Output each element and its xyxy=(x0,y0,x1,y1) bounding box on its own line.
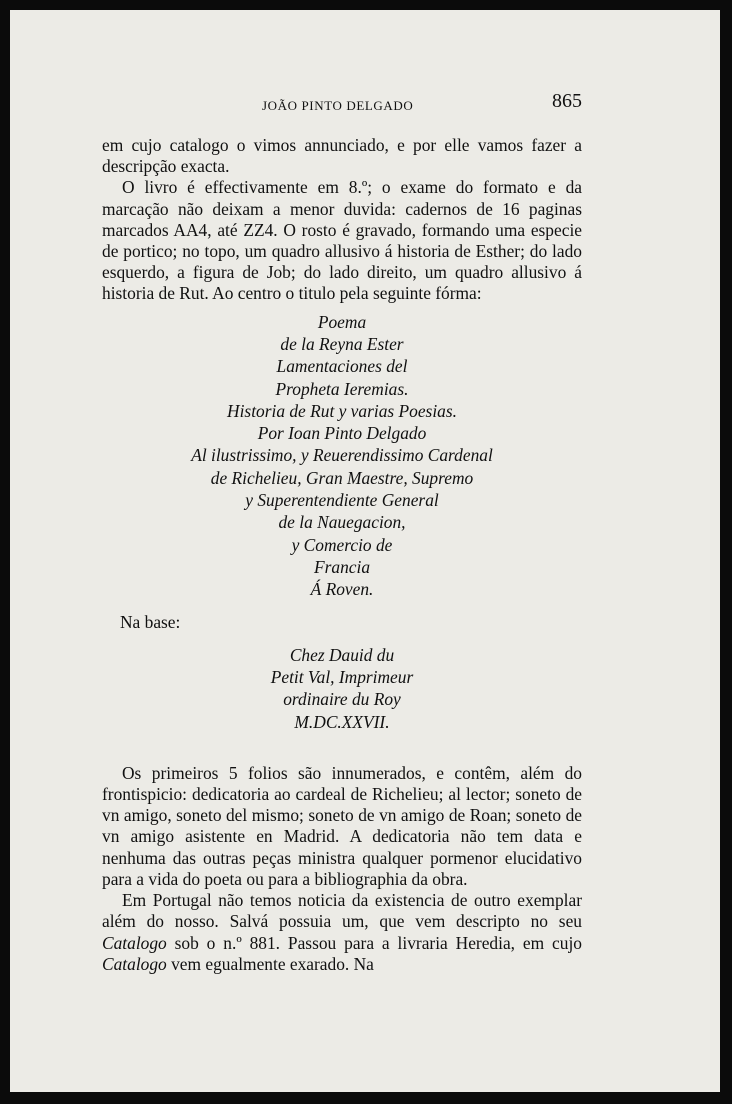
title-line: Á Roven. xyxy=(310,579,374,600)
title-line: de la Reyna Ester xyxy=(280,333,404,354)
title-line: Propheta Ieremias. xyxy=(275,378,409,399)
closing-paragraph-2 xyxy=(102,890,582,975)
title-line: Historia de Rut y varias Poesias. xyxy=(227,400,457,421)
quoted-title-page xyxy=(102,311,582,601)
imprint-line: Petit Val, Imprimeur xyxy=(270,666,414,687)
title-line: de Richelieu, Gran Maestre, Supremo xyxy=(210,467,474,488)
title-line: de la Nauegacion, xyxy=(278,512,406,533)
base-label: Na base: xyxy=(120,612,181,633)
page-header xyxy=(102,90,582,116)
title-line: Francia xyxy=(313,556,371,577)
title-line: Al ilustrissimo, y Reuerendissimo Cardenal xyxy=(191,445,493,466)
catalogo-ref: Catalogo xyxy=(102,932,167,953)
imprint-line: M.DC.XXVII. xyxy=(294,711,390,732)
intro-paragraph-1: em cujo catalogo o vimos annunciado, e por elle vamos fazer a descripção exacta. xyxy=(102,135,582,177)
imprint-line: Chez Dauid du xyxy=(289,644,395,665)
running-head: JOÃO PINTO DELGADO xyxy=(262,98,414,113)
book-page xyxy=(10,10,720,1092)
imprint-line: ordinaire du Roy xyxy=(283,689,401,710)
title-line: Poema xyxy=(317,311,367,332)
title-line: Por Ioan Pinto Delgado xyxy=(257,423,427,444)
intro-paragraph-2: O livro é effectivamente em 8.º; o exame do formato e da marcação não deixam a menor duvida: cadernos de 16 paginas marcados AA4, até ZZ4. O rosto é gravado, formando uma especie de portico; no topo, um quadro allusivo á historia de Esther; do lado esquerdo, a figura de Job; do lado direito, um quadro allusivo á historia de Rut. Ao centro o titulo pela seguinte fórma: xyxy=(102,177,582,304)
title-line: Lamentaciones del xyxy=(276,356,408,377)
closing-text: sob o n.º 881. Passou para a livraria Heredia, em cujo xyxy=(166,932,582,953)
page-body xyxy=(102,135,582,975)
title-line: y Superentendiente General xyxy=(245,490,439,510)
closing-paragraph-1: Os primeiros 5 folios são innumerados, e contêm, além do frontispicio: dedicatoria ao cardeal de Richelieu; al lector; soneto de vn amigo, soneto del mismo; soneto de vn amigo de Roan; soneto de vn amigo asistente en Madrid. A dedicatoria não tem data e nenhuma das outras peças ministra qualquer pormenor elucidativo para a vida do poeta ou para a bibliographia da obra. xyxy=(102,762,582,889)
catalogo-ref: Catalogo xyxy=(102,953,167,974)
imprint-block xyxy=(102,644,582,733)
page-number: 865 xyxy=(552,90,582,112)
title-line: y Comercio de xyxy=(291,534,393,555)
closing-text: vem egualmente exarado. Na xyxy=(166,953,374,974)
closing-text: Em Portugal não temos noticia da existencia de outro exemplar além do nosso. Salvá possuia um, que vem descripto no seu xyxy=(102,890,582,932)
